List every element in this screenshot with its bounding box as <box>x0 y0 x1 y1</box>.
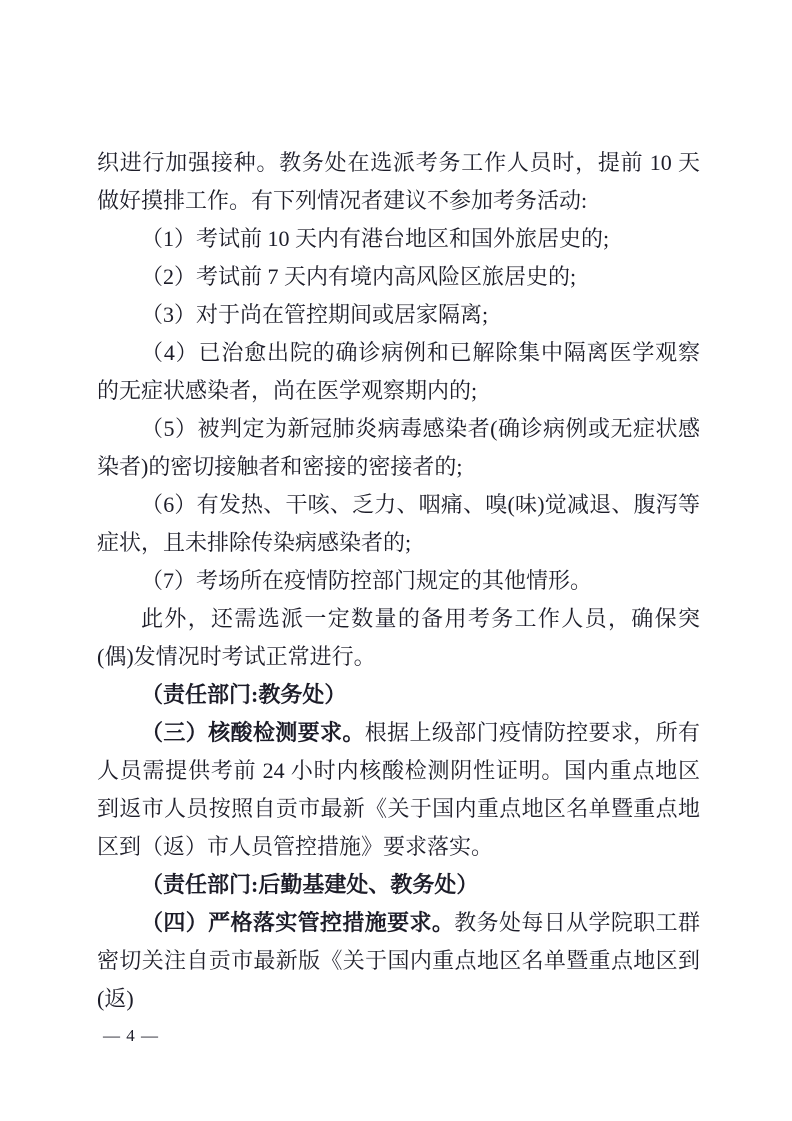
list-item-2: （2）考试前 7 天内有境内高风险区旅居史的; <box>141 264 577 289</box>
section-4-control-measures: （四）严格落实管控措施要求。教务处每日从学院职工群密切关注自贡市最新版《关于国内重点地区名单暨重点地区到(返) <box>97 910 700 1011</box>
paragraph-bold-lead: （三）核酸检测要求。 <box>141 720 365 745</box>
section-3-nucleic-acid: （三）核酸检测要求。根据上级部门疫情防控要求，所有人员需提供考前 24 小时内核酸检测阴性证明。国内重点地区到返市人员按照自贡市最新《关于国内重点地区名单暨重点地区到（返）市人员管控措施》要求落实。 <box>97 720 700 859</box>
list-item-1: （1）考试前 10 天内有港台地区和国外旅居史的; <box>141 226 610 251</box>
list-item-6: （6）有发热、干咳、乏力、咽痛、嗅(味)觉减退、腹泻等症状，且未排除传染病感染者的; <box>97 492 700 555</box>
page-number: — 4 — <box>103 1026 159 1045</box>
list-item-5: （5）被判定为新冠肺炎病毒感染者(确诊病例或无症状感染者)的密切接触者和密接的密接者的; <box>97 416 700 479</box>
paragraph-continuation: 织进行加强接种。教务处在选派考务工作人员时，提前 10 天做好摸排工作。有下列情况者建议不参加考务活动: <box>97 150 700 213</box>
paragraph-bold-lead: （四）严格落实管控措施要求。 <box>141 910 455 935</box>
page-footer <box>103 1026 159 1046</box>
document-body <box>97 144 700 1018</box>
responsible-dept-2: （责任部门:后勤基建处、教务处） <box>141 872 479 897</box>
paragraph-backup-staff: 此外，还需选派一定数量的备用考务工作人员，确保突(偶)发情况时考试正常进行。 <box>97 606 700 669</box>
list-item-3: （3）对于尚在管控期间或居家隔离; <box>141 302 489 327</box>
list-item-4: （4）已治愈出院的确诊病例和已解除集中隔离医学观察的无症状感染者，尚在医学观察期内的; <box>97 340 700 403</box>
responsible-dept-1: （责任部门:教务处） <box>141 682 347 707</box>
list-item-7: （7）考场所在疫情防控部门规定的其他情形。 <box>141 568 593 593</box>
